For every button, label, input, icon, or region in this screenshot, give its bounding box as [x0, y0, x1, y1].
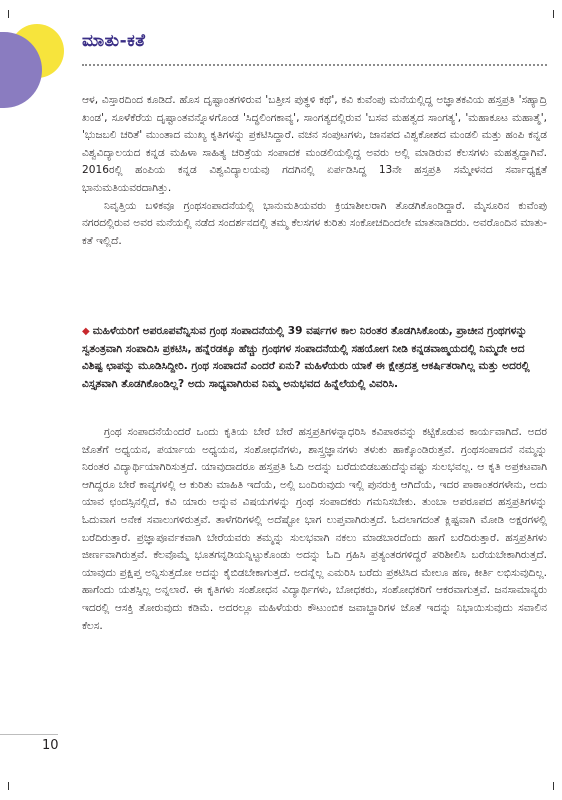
intro-text: [82, 92, 547, 250]
dotted-divider: [82, 64, 547, 66]
diamond-bullet-icon: ◆: [82, 326, 90, 337]
answer-text: ಗ್ರಂಥ ಸಂಪಾದನೆಯೆಂದರೆ ಒಂದು ಕೃತಿಯ ಬೇರೆ ಬೇರೆ ಹಸ್ತಪ್ರತಿಗಳನ್ನಾಧರಿಸಿ ಕವಿಪಾಠವನ್ನು ಕಟ್ಟಿಕೊಡುವ ಕಾರ್ಯವಾಗಿದೆ. ಅದರ ಜೊತೆಗೆ ಅಧ್ಯಯನ, ಪರ್ಯಾಯ ಅಧ್ಯಯನ, ಸಂಶೋಧನೆಗಳು, ಶಾಸ್ತ್ರಜ್ಞಾನಗಳು ತಳುಕು ಹಾಕ್ಕೊಂಡಿರುತ್ತವೆ. ಗ್ರಂಥಸಂಪಾದನೆ ನಮ್ಮನ್ನು ನಿರಂತರ ವಿದ್ಯಾರ್ಥಿಯಾಗಿರಿಸುತ್ತದೆ. ಯಾವುದಾದರೂ ಹಸ್ತಪ್ರತಿ ಓದಿ ಅದನ್ನು ಬರೆದುಬಿಡಬಹುದೆನ್ನುವಷ್ಟು ಸುಲಭವಲ್ಲ. ಆ ಕೃತಿ ಅಪ್ರಕಟವಾಗಿ ಆಗಿದ್ದರೂ ಬೇರೆ ಕಾವ್ಯಗಳಲ್ಲಿ ಆ ಕುರಿತು ಮಾಹಿತಿ ಇದೆಯೆ, ಅಲ್ಲಿ ಬಂದಿರುವುದು ಇಲ್ಲಿ ಪುನರುಕ್ತಿ ಆಗಿದೆಯೆ, ಇದರ ಪಾಠಾಂತರಗಳೇನು, ಅದು ಯಾವ ಛಂದಸ್ಸಿನಲ್ಲಿದೆ, ಕವಿ ಯಾರು ಅನ್ನುವ ವಿಷಯಗಳನ್ನು ಗ್ರಂಥ ಸಂಪಾದಕರು ಗಮನಿಸಬೇಕು. ತುಂಬಾ ಅಪರೂಪದ ಹಸ್ತಪ್ರತಿಗಳನ್ನು ಓದುವಾಗ ಅನೇಕ ಸವಾಲುಗಳಿರುತ್ತವೆ. ತಾಳೆಗರಿಗಳಲ್ಲಿ ಅದೆಷ್ಟೋ ಭಾಗ ಲುಪ್ತವಾಗಿರುತ್ತದೆ. ಓದಲಾಗದಂತೆ ಕ್ಲಿಷ್ಟವಾಗಿ ಮೋಡಿ ಅಕ್ಷರಗಳಲ್ಲಿ ಬರೆದಿರುತ್ತಾರೆ. ಪ್ರಜ್ಞಾಪೂರ್ವಕವಾಗಿ ಬೇರೆಯವರು ತಮ್ಮನ್ನು ಸುಲಭವಾಗಿ ನಕಲು ಮಾಡಬಾರದೆಂದು ಹಾಗೆ ಬರೆದಿರುತ್ತಾರೆ. ಹಸ್ತಪ್ರತಿಗಳು ಜೀರ್ಣವಾಗಿರುತ್ತವೆ. ಕೆಲವೊಮ್ಮೆ ಭೂತಗನ್ನಡಿಯನ್ನಿಟ್ಟುಕೊಂಡು ಅದನ್ನು ಓದಿ ಗ್ರಹಿಸಿ ಪ್ರತ್ಯಂತರಗಳಿದ್ದರೆ ಪರಿಶೀಲಿಸಿ ಬರೆಯಬೇಕಾಗಿರುತ್ತದೆ. ಯಾವುದು ಪ್ರಕ್ಷಿಪ್ತ ಅನ್ನಿಸುತ್ತದೋ ಅದನ್ನು ಕೈಬಿಡಬೇಕಾಗುತ್ತದೆ. ಅದನ್ನೆಲ್ಲ ಎಮರಿಸಿ ಬರೆದು ಪ್ರಕಟಿಸಿದ ಮೇಲೂ ಹಣ, ಕೀರ್ತಿ ಲಭಿಸುವುದಿಲ್ಲ. ಹಾಗೆಂದು ಯಶಸ್ಸಿಲ್ಲ ಅನ್ನಲಾರೆ. ಈ ಕೃತಿಗಳು ಸಂಶೋಧನ ವಿದ್ಯಾರ್ಥಿಗಳು, ಬೋಧಕರು, ಸಂಶೋಧಕರಿಗೆ ಆಕರವಾಗುತ್ತವೆ. ಜನಸಾಮಾನ್ಯರು ಇದರಲ್ಲಿ ಆಸಕ್ತಿ ತೋರುವುದು ಕಡಿಮೆ. ಅದರಲ್ಲೂ ಮಹಿಳೆಯರು ಕೌಟುಂಬಿಕ ಜವಾಬ್ದಾರಿಗಳ ಜೊತೆ ಇದನ್ನು ನಿಭಾಯಿಸುವುದು ಸವಾಲಿನ ಕೆಲಸ.: [82, 426, 547, 632]
crop-mark-bottom-right: [553, 782, 554, 790]
section-title: ಮಾತು-ಕತೆ: [82, 31, 146, 51]
page-number-rule: [0, 734, 58, 735]
crop-mark-top-right: [553, 10, 554, 18]
page-number: 10: [42, 738, 59, 753]
interview-answer: [82, 424, 547, 635]
interview-question: [82, 323, 547, 393]
crop-mark-top-left: [8, 10, 9, 18]
question-text: ಮಹಿಳೆಯರಿಗೆ ಅಪರೂಪವೆನ್ನಿಸುವ ಗ್ರಂಥ ಸಂಪಾದನೆಯಲ್ಲಿ 39 ವರ್ಷಗಳ ಕಾಲ ನಿರಂತರ ತೊಡಗಿಸಿಕೊಂಡು, ಪ್ರಾಚೀನ ಗ್ರಂಥಗಳನ್ನು ಸ್ವತಂತ್ರವಾಗಿ ಸಂಪಾದಿಸಿ ಪ್ರಕಟಿಸಿ, ಹನ್ನೆರಡಕ್ಕೂ ಹೆಚ್ಚು ಗ್ರಂಥಗಳ ಸಂಪಾದನೆಯಲ್ಲಿ ಸಹಯೋಗ ನೀಡಿ ಕನ್ನಡವಾಙ್ಮಯದಲ್ಲಿ ನಿಮ್ಮದೇ ಆದ ವಿಶಿಷ್ಟ ಛಾಪನ್ನು ಮೂಡಿಸಿದ್ದೀರಿ. ಗ್ರಂಥ ಸಂಪಾದನೆ ಎಂದರೆ ಏನು? ಮಹಿಳೆಯರು ಯಾಕೆ ಈ ಕ್ಷೇತ್ರದತ್ತ ಆಕರ್ಷಿತರಾಗಿಲ್ಲ ಮತ್ತು ಅದರಲ್ಲಿ ವಿಸ್ತೃತವಾಗಿ ತೊಡಗಿಕೊಂಡಿಲ್ಲ? ಅದು ಸಾಧ್ಯವಾಗಿರುವ ನಿಮ್ಮ ಅನುಭವದ ಹಿನ್ನೆಲೆಯಲ್ಲಿ ವಿವರಿಸಿ.: [82, 325, 530, 390]
crop-mark-bottom-left: [8, 782, 9, 790]
intro-paragraph: ನಿವೃತ್ತಿಯ ಬಳಿಕವೂ ಗ್ರಂಥಸಂಪಾದನೆಯಲ್ಲಿ ಭಾನುಮತಿಯವರು ಕ್ರಿಯಾಶೀಲರಾಗಿ ತೊಡಗಿಕೊಂಡಿದ್ದಾರೆ. ಮೈಸೂರಿನ ಕುವೆಂಪು ನಗರದಲ್ಲಿರುವ ಅವರ ಮನೆಯಲ್ಲಿ ನಡೆದ ಸಂದರ್ಶನದಲ್ಲಿ ತಮ್ಮ ಕೆಲಸಗಳ ಕುರಿತು ಸಂಕೋಚದಿಂದಲೇ ಮಾತನಾಡಿದರು. ಅವರೊಂದಿನ ಮಾತು-ಕತೆ ಇಲ್ಲಿದೆ.: [82, 199, 547, 247]
intro-paragraph: ಆಳ, ವಿಸ್ತಾರದಿಂದ ಕೂಡಿದೆ. ಹೊಸ ದೃಷ್ಟಾಂತಗಳಿರುವ 'ಬತ್ತೀಸ ಪುತ್ಥಳಿ ಕಥೆ', ಕವಿ ಕುವೆಂಪು ಮನೆಯಲ್ಲಿದ್ದ ಅಜ್ಞಾತಕವಿಯ ಹಸ್ತಪ್ರತಿ 'ಸಹ್ಯಾದ್ರಿ ಖಂಡ', ಸೂಳೆಕೆರೆಯ ದೃಷ್ಟಾಂತವನ್ನೊಳಗೊಂಡ 'ಸಿದ್ಧಲಿಂಗಕಾವ್ಯ', ಸಾಂಗತ್ಯದಲ್ಲಿರುವ 'ಬಸವ ಮಹತ್ವದ ಸಾಂಗತ್ಯ', 'ಮಹಾಕೂಟ ಮಹಾತ್ಮೆ', 'ಭುಜಬಲಿ ಚರಿತೆ' ಮುಂತಾದ ಮುಖ್ಯ ಕೃತಿಗಳನ್ನು ಪ್ರಕಟಿಸಿದ್ದಾರೆ. ವಚನ ಸಂಪುಟಗಳು, ಜಾನಪದ ವಿಶ್ವಕೋಶದ ಮಂಡಲಿ ಮತ್ತು ಹಂಪಿ ಕನ್ನಡ ವಿಶ್ವವಿದ್ಯಾಲಯದ ಕನ್ನಡ ಮಹಿಳಾ ಸಾಹಿತ್ಯ ಚರಿತ್ರೆಯ ಸಂಪಾದಕ ಮಂಡಲಿಯಲ್ಲಿದ್ದ ಅವರು ಅಲ್ಲಿ ಮಾಡಿರುವ ಕೆಲಸಗಳು ಮಹತ್ವದ್ದಾಗಿವೆ. 2016ರಲ್ಲಿ ಹಂಪಿಯ ಕನ್ನಡ ವಿಶ್ವವಿದ್ಯಾಲಯವು ಗದಗಿನಲ್ಲಿ ಏರ್ಪಡಿಸಿದ್ದ 13ನೇ ಹಸ್ತಪ್ರತಿ ಸಮ್ಮೇಳನದ ಸರ್ವಾಧ್ಯಕ್ಷತೆ ಭಾನುಮತಿಯವರದಾಗಿತ್ತು.: [82, 94, 547, 194]
